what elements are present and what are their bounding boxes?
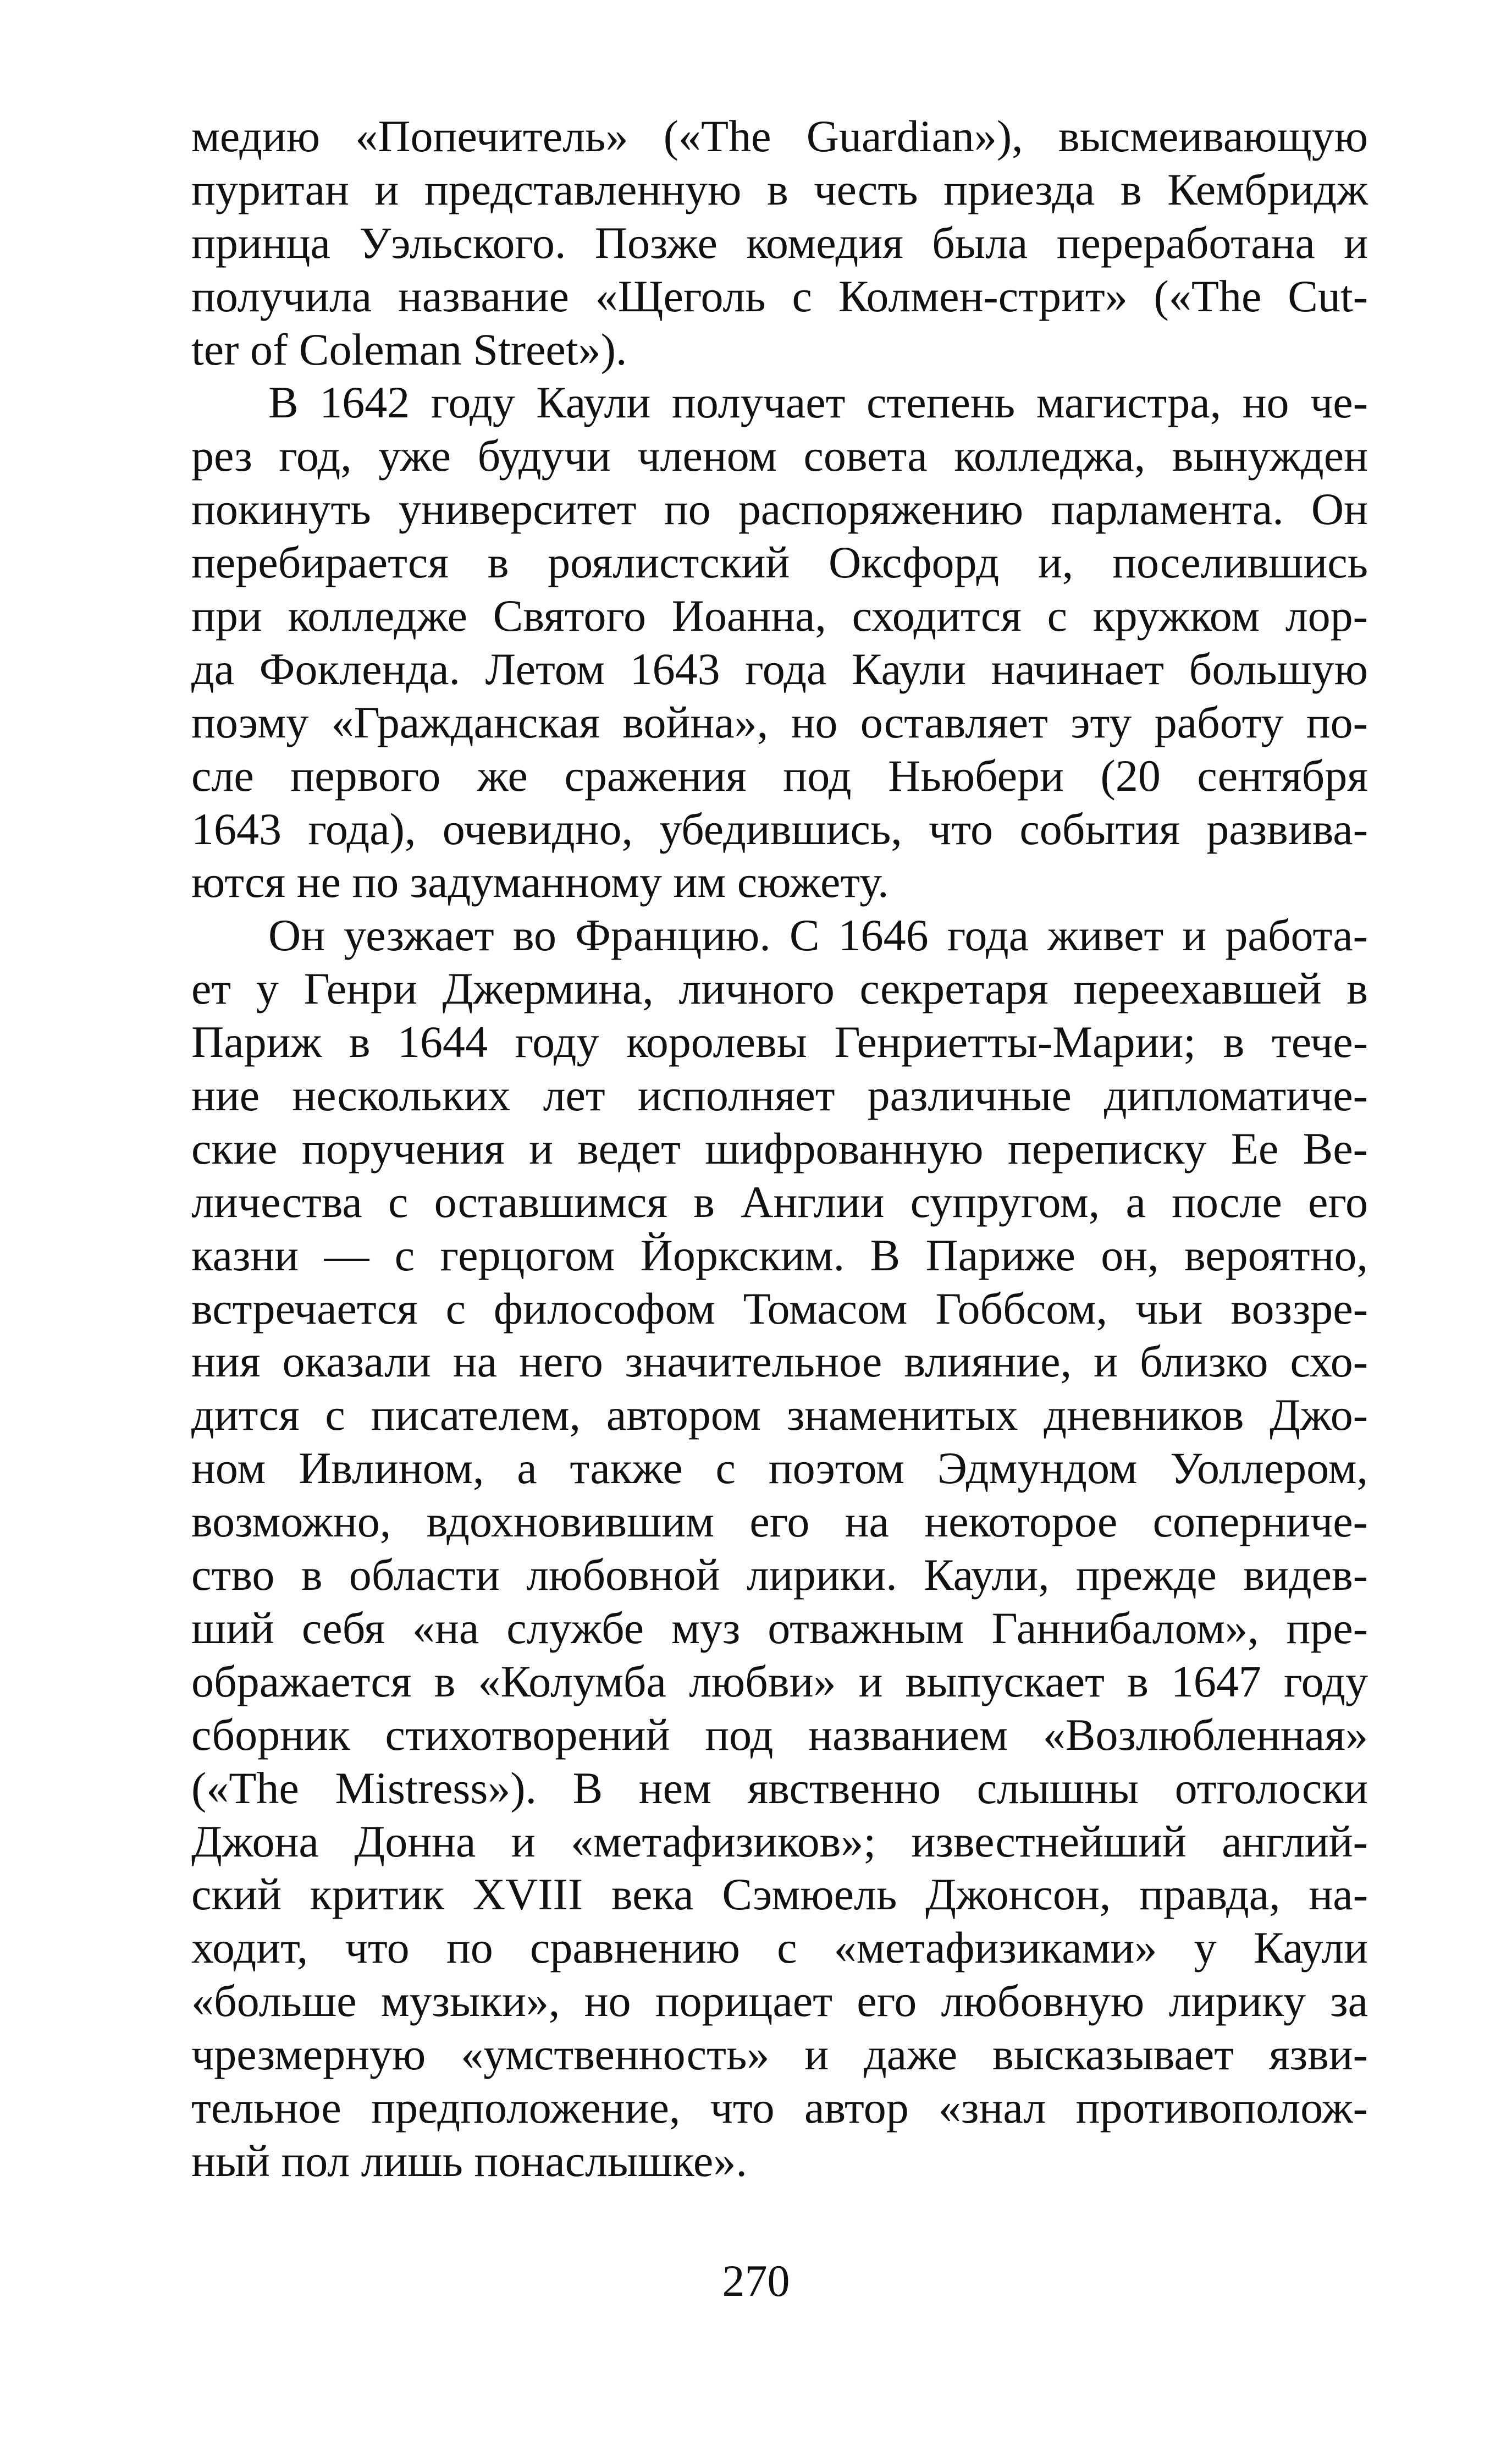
text-line: ter of Coleman Street»). [191,324,627,374]
text-line: сле первого же сражения под Ньюбери (20 сентября [191,750,1368,801]
text-line: ном Ивлином, а также с поэтом Эдмундом Уоллером, [191,1443,1368,1494]
text-line: рез год, уже будучи членом совета колледжа, вынужден [191,431,1368,481]
text-line: Джона Донна и «метафизиков»; известнейший англий- [191,1816,1368,1866]
text-line: ображается в «Колумба любви» и выпускает в 1647 году [191,1656,1368,1706]
text-line: ские поручения и ведет шифрованную переписку Ее Ве- [191,1123,1368,1174]
text-line: казни — с герцогом Йоркским. В Париже он, вероятно, [191,1230,1368,1280]
text-line: ный пол лишь понаслышке». [191,2135,747,2186]
text-line: пуритан и представленную в честь приезда в Кембридж [191,164,1368,214]
text-line: 1643 года), очевидно, убедившись, что события развива- [191,803,1368,854]
text-line: ния оказали на него значительное влияние, и близко схо- [191,1336,1368,1387]
text-line: ходит, что по сравнению с «метафизиками» у Каули [191,1922,1368,1973]
text-line: возможно, вдохновившим его на некоторое соперниче- [191,1496,1368,1547]
text-line: личества с оставшимся в Англии супругом, а после его [191,1176,1368,1227]
body-text [191,110,1368,2188]
text-line: («The Mistress»). В нем явственно слышны отголоски [191,1762,1368,1813]
text-line: встречается с философом Томасом Гоббсом, чьи воззре- [191,1283,1368,1334]
text-line: перебирается в роялистский Оксфорд и, поселившись [191,537,1368,588]
text-line: Он уезжает во Францию. С 1646 года живет и работа- [268,910,1368,961]
text-line: при колледже Святого Иоанна, сходится с кружком лор- [191,591,1368,641]
page-number: 270 [722,2256,790,2306]
text-line: получила название «Щеголь с Колмен-стрит» («The Cut- [191,271,1368,321]
text-line: принца Уэльского. Позже комедия была переработана и [191,217,1368,268]
text-line: да Фокленда. Летом 1643 года Каули начинает большую [191,643,1368,694]
text-line: медию «Попечитель» («The Guardian»), высмеивающую [191,111,1368,161]
text-line: Париж в 1644 году королевы Генриетты-Марии; в тече- [191,1017,1368,1067]
text-line: ет у Генри Джермина, личного секретаря переехавшей в [191,963,1368,1014]
text-line: ство в области любовной лирики. Каули, прежде видев- [191,1550,1368,1600]
text-line: дится с писателем, автором знаменитых дневников Джо- [191,1390,1368,1440]
text-line: «больше музыки», но порицает его любовную лирику за [191,1976,1368,2026]
text-line: чрезмерную «умственность» и даже высказывает язви- [191,2029,1368,2080]
text-line: ский критик XVIII века Сэмюель Джонсон, правда, на- [191,1869,1368,1920]
text-line: покинуть университет по распоряжению парламента. Он [191,484,1368,535]
text-line: тельное предположение, что автор «знал противополож- [191,2082,1368,2133]
text-line: поэму «Гражданская война», но оставляет эту работу по- [191,697,1368,747]
text-line: ние нескольких лет исполняет различные дипломатиче- [191,1070,1368,1121]
text-line: сборник стихотворений под названием «Возлюбленная» [191,1709,1368,1760]
text-line: В 1642 году Каули получает степень магистра, но че- [268,377,1368,428]
text-line: ший себя «на службе муз отважным Ганнибалом», пре- [191,1602,1368,1653]
text-line: ются не по задуманному им сюжету. [191,857,889,907]
